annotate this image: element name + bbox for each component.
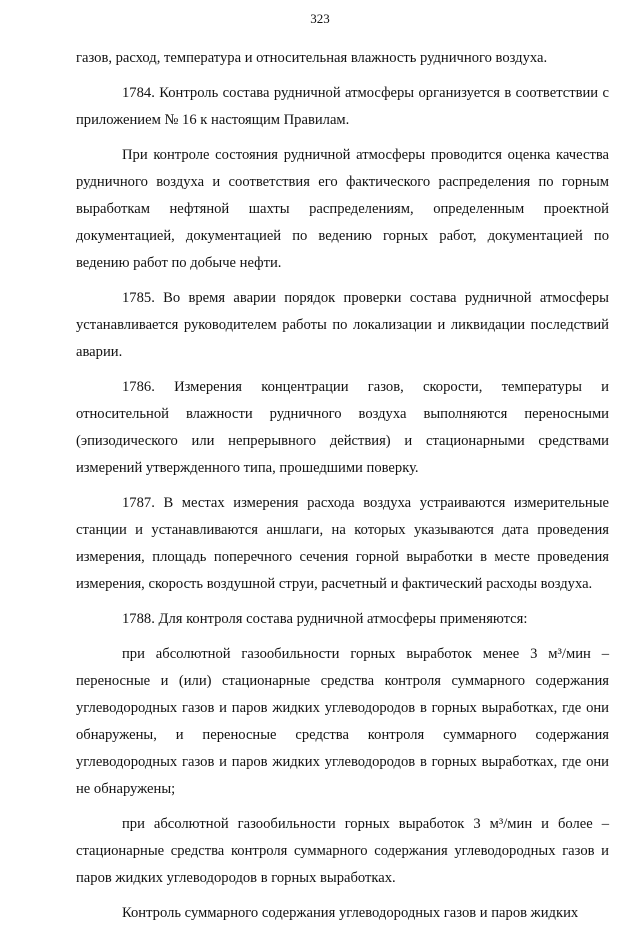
page-number: 323 — [310, 11, 330, 26]
paragraph-1788: 1788. Для контроля состава рудничной атмосферы применяются: — [122, 611, 528, 627]
paragraph-1784: 1784. Контроль состава рудничной атмосферы организуется в соответствии с приложением № 16 к настоящим Правилам. — [76, 85, 609, 128]
paragraph-control-cont: Контроль суммарного содержания углеводородных газов и паров жидких — [122, 905, 579, 921]
paragraph-1787: 1787. В местах измерения расхода воздуха устраиваются измерительные станции и устанавливаются аншлаги, на которых указываются дата проведения измерения, площадь поперечного сечения горной выработки в месте проведения измерения, скорость воздушной струи, расчетный и фактический расходы воздуха. — [76, 495, 609, 592]
paragraph-atmosphere-control: При контроле состояния рудничной атмосферы проводится оценка качества рудничного воздуха и соответствия его фактического распределения по горным выработкам нефтяной шахты распределениям, определенным проектной документацией, документацией по ведению горных работ, документацией по ведению работ по добыче нефти. — [76, 147, 609, 271]
body-text — [76, 45, 609, 927]
paragraph-high-gas: при абсолютной газообильности горных выработок 3 м³/мин и более – стационарные средства контроля суммарного содержания углеводородных газов и паров жидких углеводородов в горных выработках. — [76, 816, 609, 886]
paragraph-1785: 1785. Во время аварии порядок проверки состава рудничной атмосферы устанавливается руководителем работы по локализации и ликвидации последствий аварии. — [76, 290, 609, 360]
paragraph-continuation: газов, расход, температура и относительная влажность рудничного воздуха. — [76, 50, 548, 66]
paragraph-low-gas: при абсолютной газообильности горных выработок менее 3 м³/мин – переносные и (или) стационарные средства контроля суммарного содержания углеводородных газов и паров жидких углеводородов в горных выработках, где они обнаружены, и переносные средства контроля суммарного содержания углеводородных газов и паров жидких углеводородов в горных выработках, где они не обнаружены; — [76, 646, 609, 797]
paragraph-1786: 1786. Измерения концентрации газов, скорости, температуры и относительной влажности рудничного воздуха выполняются переносными (эпизодического или непрерывного действия) и стационарными средствами измерений утвержденного типа, прошедшими поверку. — [76, 379, 609, 476]
